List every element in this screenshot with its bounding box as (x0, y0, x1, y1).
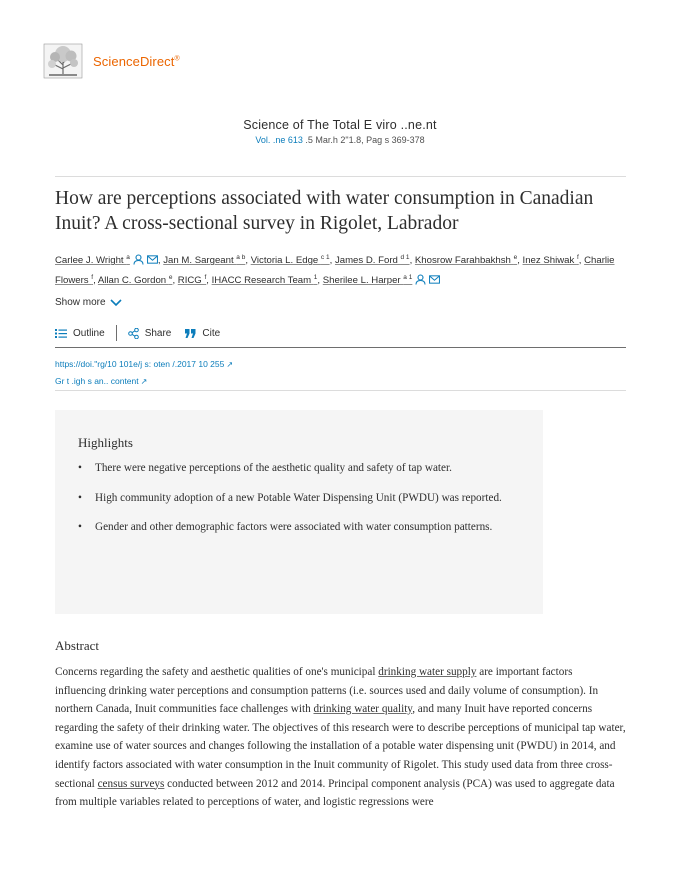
author-name: Inez Shiwak (522, 255, 577, 267)
author-link[interactable] (251, 255, 330, 266)
quote-icon (185, 329, 196, 338)
author-link[interactable] (163, 255, 245, 266)
elsevier-tree-icon (43, 43, 83, 79)
author-name: RICG (177, 275, 205, 287)
author-link[interactable] (98, 275, 173, 286)
author-link[interactable] (55, 255, 130, 266)
share-button[interactable] (128, 328, 172, 339)
highlights-list (78, 459, 523, 548)
email-icon[interactable] (147, 254, 158, 265)
bullet: • (78, 462, 82, 474)
share-icon (128, 328, 139, 339)
abstract-text: Concerns regarding the safety and aesthetic qualities of one's municipal (55, 666, 379, 678)
author-affiliation: e (168, 274, 173, 282)
author-affiliation: f (91, 274, 94, 282)
highlights-heading: Highlights (78, 435, 133, 450)
author-link[interactable] (523, 255, 579, 266)
highlight-text: Gender and other demographic factors were associated with water consumption patterns. (95, 521, 493, 533)
author-name: IHACC Research Team (211, 275, 314, 287)
author-affiliation: f (204, 274, 207, 282)
author-affiliation: a (126, 254, 130, 261)
highlight-item (78, 518, 523, 537)
toolbar-divider-line (55, 347, 626, 348)
volume-link[interactable]: Vol. .ne 613 (255, 135, 303, 145)
author-link[interactable] (335, 255, 410, 266)
abstract-text: conducted between 2012 and 2014. Principal component analysis (PCA) was used to aggregate data from multiple variables related to perceptions of water, and logistic regressions were (55, 777, 615, 809)
external-link-icon: ↗ (226, 360, 234, 369)
abstract-text: , and many Inuit have reported concerns regarding the safety of their drinking water. The objectives of this research were to describe perceptions of municipal tap water, examine use of water sources and changes following the installation of a potable water dispensing unit (PWDU) in 2014, and identify factors associated with water consumption in the Inuit community of Rigolet. This study used data from three cross-sectional (55, 703, 626, 790)
bullet: • (78, 521, 82, 533)
highlight-item (78, 459, 523, 478)
doi-link[interactable] (55, 356, 233, 373)
share-label: Share (144, 327, 172, 339)
article-title: How are perceptions associated with water consumption in Canadian Inuit? A cross-sectional survey in Rigolet, Labrador (55, 188, 594, 234)
author-link[interactable] (178, 275, 206, 286)
doi-text: https://doi."rg/10 101e/j s: oten /.2017 10 255 (55, 359, 225, 369)
outline-label: Outline (73, 327, 105, 339)
rights-link[interactable] (55, 373, 233, 390)
author-name: James D. Ford (334, 255, 401, 267)
brand-name: ScienceDirect (93, 53, 175, 69)
sciencedirect-logo[interactable] (43, 43, 180, 79)
date-pages: .5 Mar.h 2"1.8, Pag s 369-378 (305, 135, 425, 145)
highlight-item (78, 489, 523, 508)
author-link[interactable] (415, 255, 517, 266)
author-affiliation: f (576, 254, 579, 261)
person-icon[interactable] (415, 274, 426, 285)
author-name: Victoria L. Edge (250, 255, 321, 267)
author-name: Carlee J. Wright (55, 255, 127, 267)
abstract-body (55, 663, 626, 812)
author-name: Charlie Flowers (55, 255, 615, 287)
author-name: Sherilee L. Harper (322, 275, 404, 287)
highlight-text: There were negative perceptions of the aesthetic quality and safety of tap water. (95, 462, 452, 474)
glossary-link[interactable]: census surveys (97, 777, 165, 790)
author-affiliation: d 1 (400, 254, 410, 261)
highlight-text: High community adoption of a new Potable Water Dispensing Unit (PWDU) was reported. (95, 491, 502, 504)
author-affiliation: e (513, 254, 518, 261)
author-link[interactable] (212, 275, 318, 286)
chevron-down-icon (110, 299, 122, 307)
author-name: Allan C. Gordon (97, 275, 169, 287)
links-divider (55, 390, 626, 391)
outline-button[interactable] (55, 328, 105, 339)
article-toolbar (55, 325, 220, 341)
show-more-button[interactable] (55, 297, 122, 308)
show-more-label: Show more (55, 297, 106, 308)
journal-title[interactable]: Science of The Total E viro ..ne.nt (243, 118, 437, 132)
rights-text: Gr t .igh s an.. content (55, 376, 139, 386)
article-links (55, 356, 233, 390)
email-icon[interactable] (429, 274, 440, 285)
glossary-link[interactable]: drinking water supply (378, 666, 477, 678)
journal-header (0, 118, 680, 145)
bullet: • (78, 491, 82, 504)
author-link[interactable] (323, 275, 413, 286)
author-affiliation: c 1 (320, 254, 330, 261)
author-affiliation: a 1 (403, 274, 413, 282)
cite-button[interactable] (185, 328, 220, 339)
abstract-heading: Abstract (55, 638, 100, 653)
abstract-text: are important factors influencing drinking water perceptions and consumption patterns (i.e. sources used and daily volume of consumption). In northern Canada, Inuit communities face challenges with (55, 666, 599, 716)
journal-meta (0, 135, 680, 145)
cite-label: Cite (202, 327, 221, 339)
author-name: Jan M. Sargeant (163, 255, 237, 267)
external-link-icon: ↗ (140, 377, 148, 386)
toolbar-divider (116, 325, 117, 341)
outline-list-icon (55, 328, 67, 339)
header-divider (55, 176, 626, 177)
trademark: ® (174, 55, 180, 63)
author-affiliation: a b (236, 254, 246, 261)
author-affiliation: 1 (313, 274, 318, 282)
author-name: Khosrow Farahbakhsh (414, 255, 514, 267)
highlights-box (55, 410, 543, 614)
glossary-link[interactable]: drinking water quality (313, 703, 413, 716)
author-list: Carlee J. Wright $^a$ , Jan M. Sargeant $^{a b}$, Victoria L. Edge $^{c 1}$, James D. Ford $^{d 1}$, Khosrow Farahbakhsh $^e$, Inez Shiwak $^f$, Charlie Flowers $^f$, Allan C. Gordon $^e$, RICG $^f$, IHACC Research Team $^1$, Sherilee L. Harper $^{a 1}$ (55, 254, 615, 287)
person-icon[interactable] (133, 254, 144, 265)
